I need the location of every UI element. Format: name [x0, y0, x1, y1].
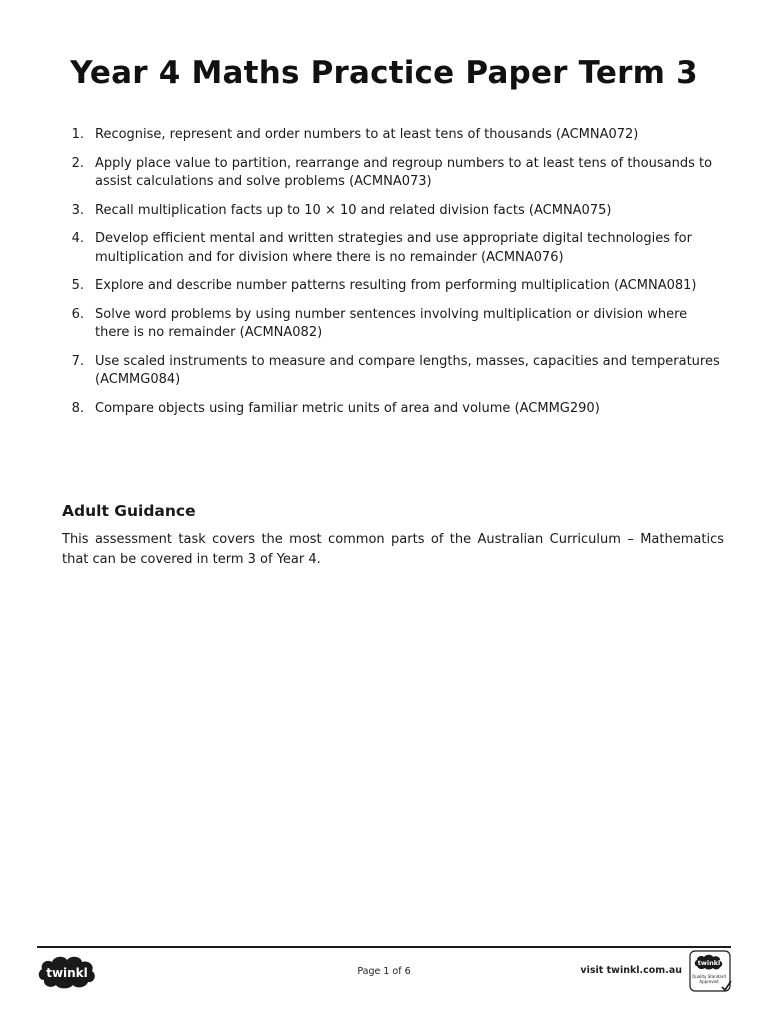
objective-item — [62, 155, 722, 192]
objective-text: Apply place value to partition, rearrange and regroup numbers to at least tens of thousands to assist calculations and solve problems (ACMNA073) — [95, 155, 713, 189]
objective-text: Use scaled instruments to measure and compare lengths, masses, capacities and temperatures (ACMMG084) — [95, 353, 720, 387]
objective-text: Develop efficient mental and written strategies and use appropriate digital technologies for multiplication and for division where there is no remainder (ACMNA076) — [95, 231, 692, 265]
objective-item — [62, 353, 722, 390]
objective-item — [62, 202, 722, 221]
adult-guidance-heading: Adult Guidance — [62, 501, 196, 520]
objective-number: 3. — [71, 202, 84, 218]
objective-item — [62, 277, 722, 296]
logo-text: twinkl — [46, 966, 88, 980]
objective-text: Explore and describe number patterns resulting from performing multiplication (ACMNA081) — [95, 278, 697, 293]
objective-number: 7. — [71, 353, 84, 369]
objective-item — [62, 306, 722, 343]
badge-brand-text: twinkl — [697, 959, 721, 967]
objective-item — [62, 126, 722, 145]
objective-number: 8. — [71, 400, 84, 416]
badge-line-1: Quality Standard — [692, 974, 726, 979]
quality-standard-badge — [689, 950, 733, 994]
objective-text: Solve word problems by using number sentences involving multiplication or division where there is no remainder (ACMNA082) — [95, 306, 688, 340]
website-link[interactable]: visit twinkl.com.au — [580, 965, 682, 976]
objective-number: 1. — [71, 127, 84, 142]
objective-text: Compare objects using familiar metric units of area and volume (ACMMG290) — [95, 400, 600, 416]
objective-text: Recall multiplication facts up to 10 × 10 and related division facts (ACMNA075) — [95, 202, 612, 218]
objective-text: Recognise, represent and order numbers to at least tens of thousands (ACMNA072) — [95, 127, 639, 142]
footer-divider — [37, 946, 731, 948]
badge-line-2: Approved — [699, 979, 719, 984]
page-title: Year 4 Maths Practice Paper Term 3 — [70, 54, 698, 91]
objective-item — [62, 400, 722, 419]
objective-item — [62, 230, 722, 267]
page-number: Page 1 of 6 — [357, 966, 411, 977]
objectives-list — [62, 126, 722, 428]
objective-number: 6. — [71, 306, 84, 322]
objective-number: 2. — [71, 155, 84, 171]
objective-number: 5. — [71, 278, 84, 293]
objective-number: 4. — [71, 231, 84, 246]
adult-guidance-text: This assessment task covers the most common parts of the Australian Curriculum – Mathematics that can be covered in term 3 of Year 4. — [62, 532, 724, 567]
